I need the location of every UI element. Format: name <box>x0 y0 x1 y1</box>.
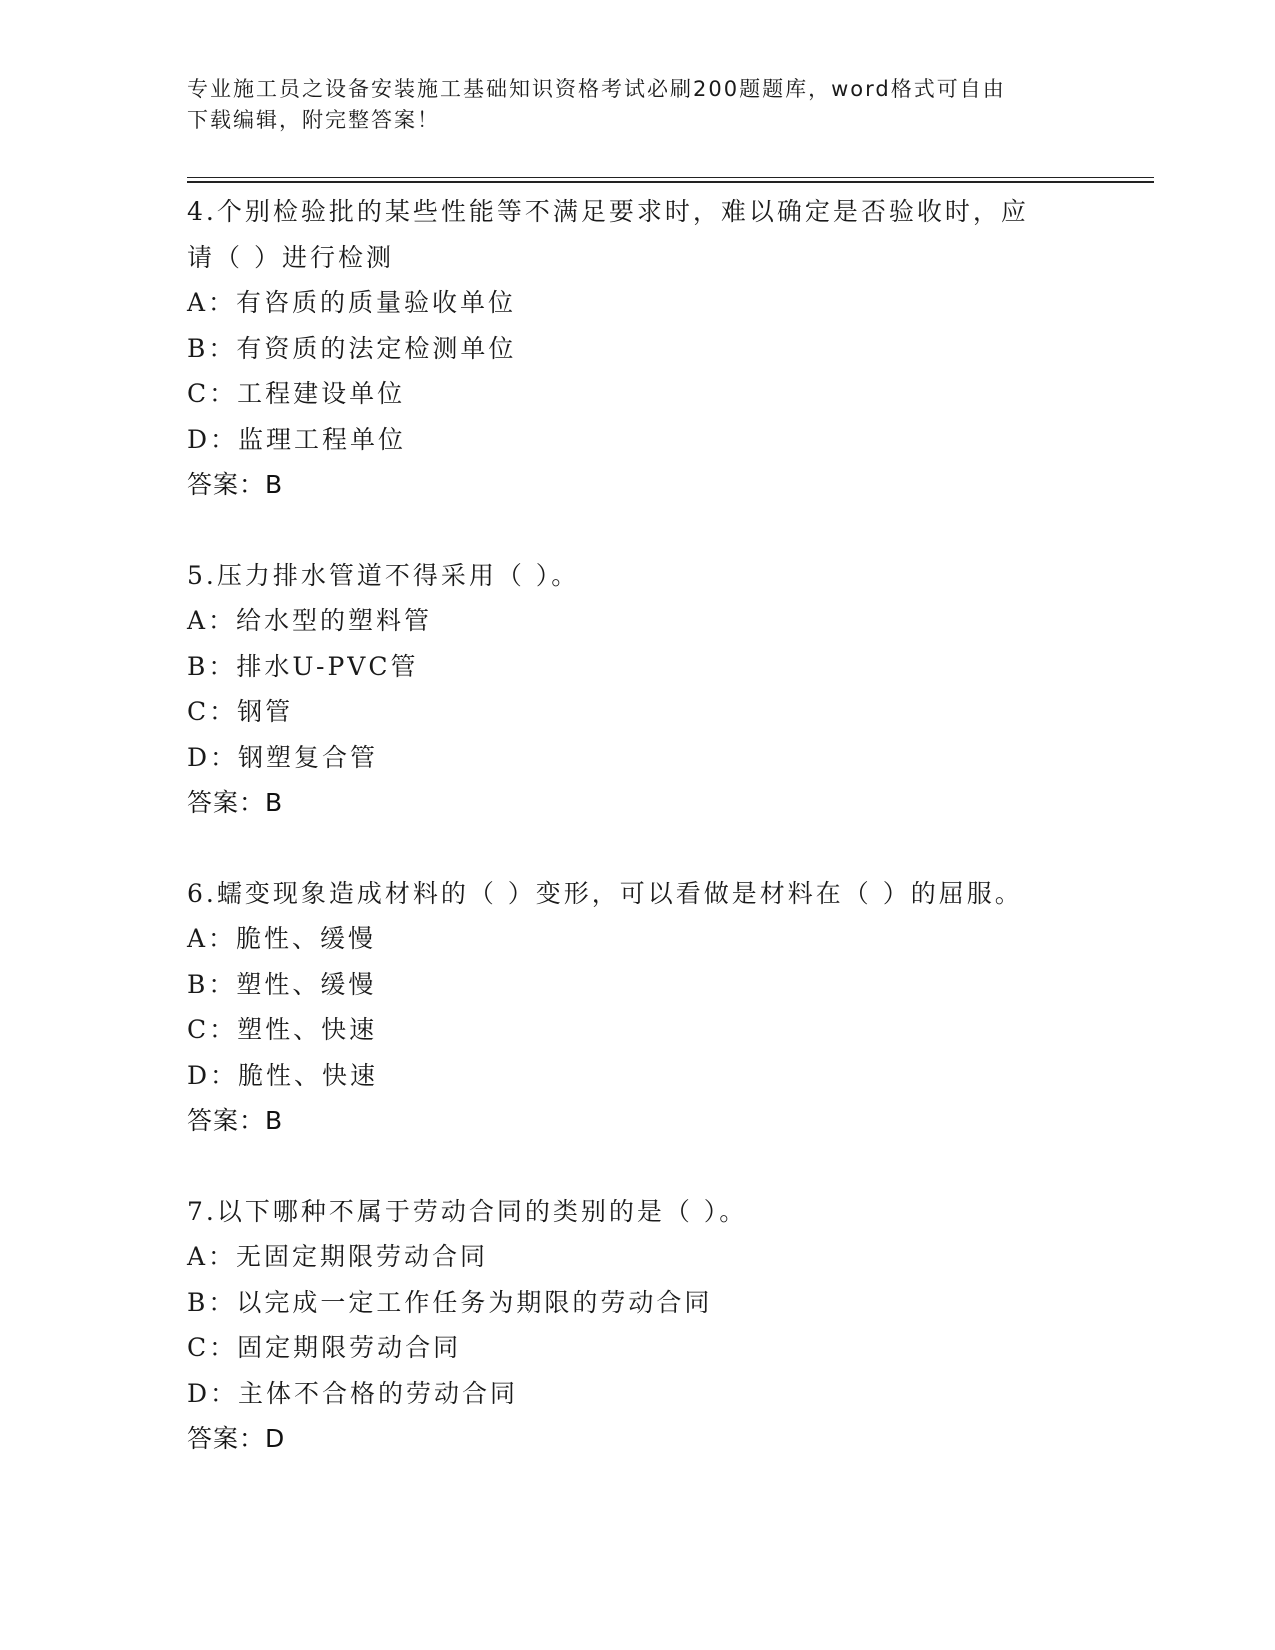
option-d: D：主体不合格的劳动合同 <box>187 1378 519 1408</box>
question-stem-line: 6.蠕变现象造成材料的（ ）变形，可以看做是材料在（ ）的屈服。 <box>187 878 1023 908</box>
answer-line: 答案：D <box>187 1424 286 1453</box>
option-c: C：塑性、快速 <box>187 1015 378 1044</box>
answer-line: 答案：B <box>187 788 284 817</box>
header-line-1: 专业施工员之设备安装施工基础知识资格考试必刷200题题库，word格式可自由 <box>187 77 1006 101</box>
question-block <box>187 553 1147 826</box>
question-stem <box>187 1189 1147 1235</box>
option-c: C：固定期限劳动合同 <box>187 1333 462 1362</box>
option-b: B：有资质的法定检测单位 <box>187 333 517 363</box>
question-block <box>187 189 1147 508</box>
option-a: A：无固定期限劳动合同 <box>187 1242 489 1271</box>
header-divider-thick <box>187 181 1154 183</box>
option-d: D：钢塑复合管 <box>187 742 379 772</box>
option-a: A：脆性、缓慢 <box>187 924 377 953</box>
header-line-2: 下载编辑，附完整答案！ <box>187 108 440 132</box>
question-stem <box>187 189 1147 280</box>
answer-line: 答案：B <box>187 470 284 499</box>
option-d: D：脆性、快速 <box>187 1060 379 1090</box>
question-stem-line: 5.压力排水管道不得采用（ ）。 <box>187 560 580 590</box>
option-a: A：有咨质的质量验收单位 <box>187 288 517 317</box>
question-stem <box>187 553 1147 599</box>
question-stem-line: 4.个别检验批的某些性能等不满足要求时，难以确定是否验收时，应 <box>187 197 1029 226</box>
question-block <box>187 871 1147 1144</box>
option-b: B：以完成一定工作任务为期限的劳动合同 <box>187 1287 713 1317</box>
question-stem <box>187 871 1147 917</box>
option-d: D：监理工程单位 <box>187 424 407 454</box>
question-block <box>187 1189 1147 1462</box>
question-list <box>187 189 1147 1462</box>
question-stem-line: 请（ ）进行检测 <box>187 242 394 272</box>
option-c: C：工程建设单位 <box>187 379 406 408</box>
option-b: B：塑性、缓慢 <box>187 969 377 999</box>
option-a: A：给水型的塑料管 <box>187 606 433 635</box>
header-divider-thin <box>187 177 1154 178</box>
option-b: B：排水U-PVC管 <box>187 651 419 681</box>
answer-line: 答案：B <box>187 1106 284 1135</box>
option-c: C：钢管 <box>187 697 294 726</box>
document-header <box>187 74 1067 136</box>
question-stem-line: 7.以下哪种不属于劳动合同的类别的是（ ）。 <box>187 1196 748 1226</box>
